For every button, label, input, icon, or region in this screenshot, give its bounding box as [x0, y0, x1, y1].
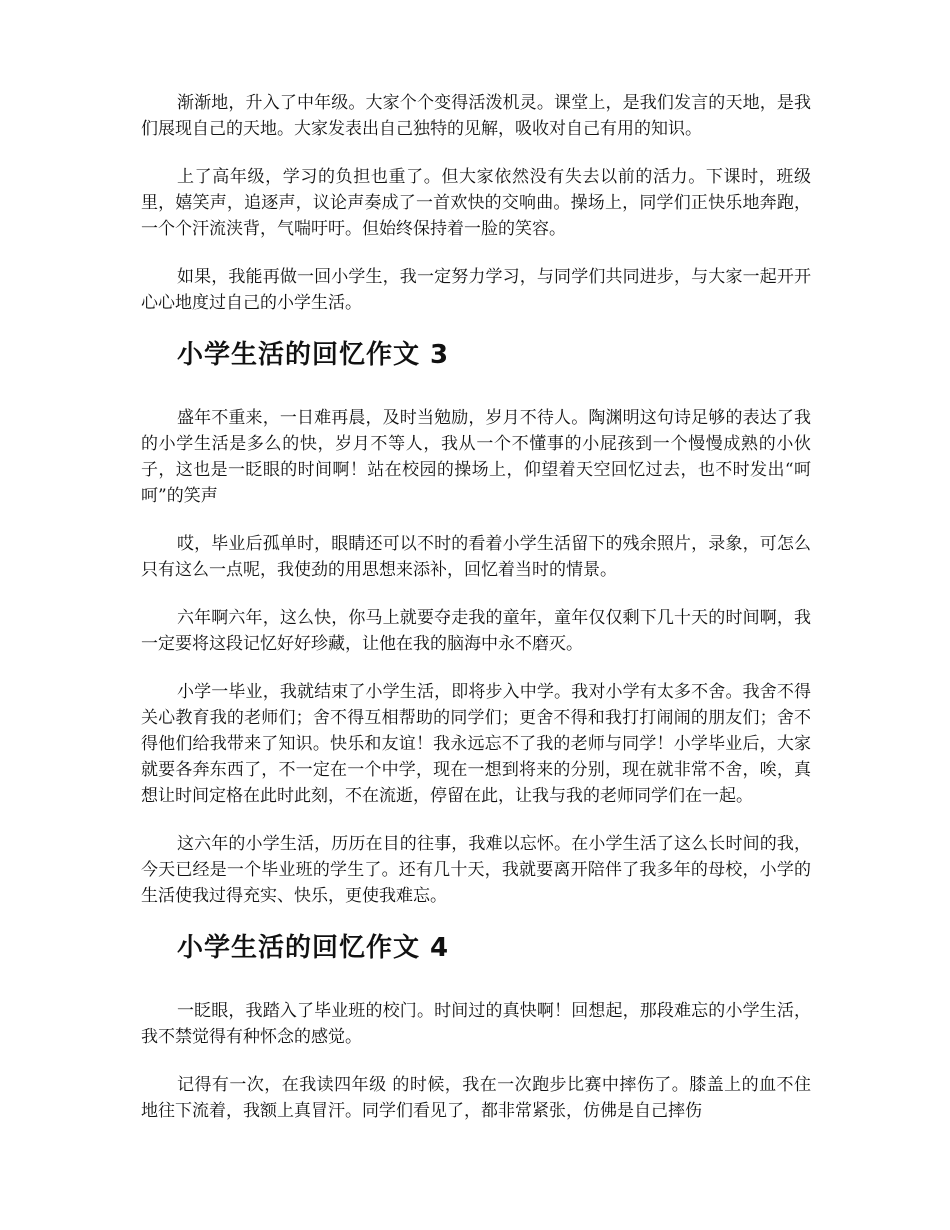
- paragraph: 如果，我能再做一回小学生，我一定努力学习，与同学们共同进步，与大家一起开开心心地度过自己的小学生活。: [141, 267, 811, 313]
- paragraph: 渐渐地，升入了中年级。大家个个变得活泼机灵。课堂上，是我们发言的天地，是我们展现自己的天地。大家发表出自己独特的见解，吸收对自己有用的知识。: [141, 93, 811, 139]
- section-heading: 小学生活的回忆作文 3: [177, 340, 450, 370]
- paragraph: 上了高年级，学习的负担也重了。但大家依然没有失去以前的活力。下课时，班级里，嬉笑声，追逐声，议论声奏成了一首欢快的交响曲。操场上，同学们正快乐地奔跑，一个个汗流浃背，气喘吁吁。但始终保持着一脸的笑容。: [141, 167, 811, 239]
- paragraph: 小学一毕业，我就结束了小学生活，即将步入中学。我对小学有太多不舍。我舍不得关心教育我的老师们；舍不得互相帮助的同学们；更舍不得和我打打闹闹的朋友们；舍不得他们给我带来了知识。快乐和友谊！我永远忘不了我的老师与同学！小学毕业后，大家就要各奔东西了，不一定在一个中学，现在一想到将来的分别，现在就非常不舍，唉，真想让时间定格在此时此刻，不在流逝，停留在此，让我与我的老师同学们在一起。: [141, 682, 811, 806]
- paragraph: 一眨眼，我踏入了毕业班的校门。时间过的真快啊！回想起，那段难忘的小学生活，我不禁觉得有种怀念的感觉。: [141, 1001, 811, 1047]
- paragraph: 这六年的小学生活，历历在目的往事，我难以忘怀。在小学生活了这么长时间的我，今天已经是一个毕业班的学生了。还有几十天，我就要离开陪伴了我多年的母校，小学的生活使我过得充实、快乐，更使我难忘。: [141, 834, 811, 906]
- paragraph: 记得有一次，在我读四年级 的时候，我在一次跑步比赛中摔伤了。膝盖上的血不住地往下流着，我额上真冒汗。同学们看见了，都非常紧张，仿佛是自己摔伤: [141, 1075, 811, 1121]
- paragraph: 盛年不重来，一日难再晨，及时当勉励，岁月不待人。陶渊明这句诗足够的表达了我的小学生活是多么的快，岁月不等人，我从一个不懂事的小屁孩到一个慢慢成熟的小伙子，这也是一眨眼的时间啊！站在校园的操场上，仰望着天空回忆过去，也不时发出“呵呵”的笑声: [141, 408, 811, 506]
- paragraph: 哎，毕业后孤单时，眼睛还可以不时的看着小学生活留下的残余照片，录象，可怎么只有这么一点呢，我使劲的用思想来添补，回忆着当时的情景。: [141, 534, 811, 580]
- section-heading: 小学生活的回忆作文 4: [177, 933, 450, 963]
- document-body: [141, 90, 811, 1146]
- paragraph: 六年啊六年，这么快，你马上就要夺走我的童年，童年仅仅剩下几十天的时间啊，我一定要将这段记忆好好珍藏，让他在我的脑海中永不磨灭。: [141, 608, 811, 654]
